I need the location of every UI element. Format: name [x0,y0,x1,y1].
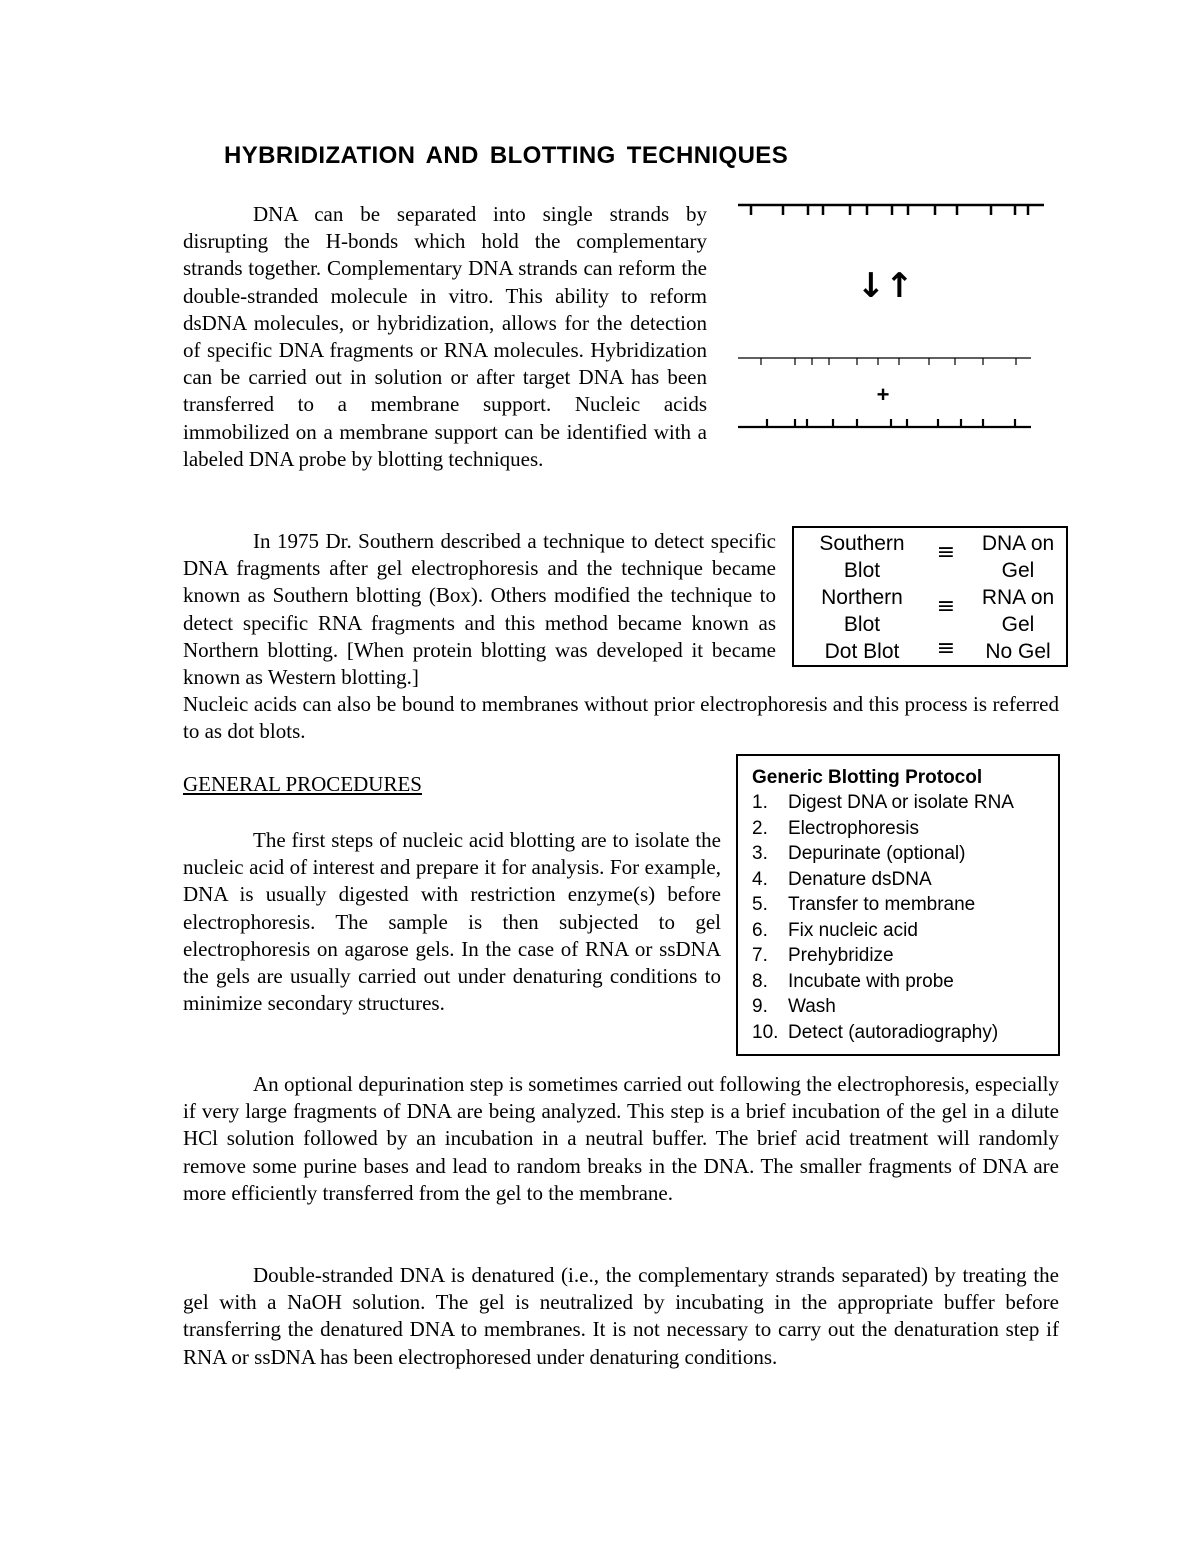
intro-paragraph [183,201,707,473]
depurination-text: An optional depurination step is sometimes carried out following the electrophoresis, especially if very large fragments of DNA are being analyzed. This step is a brief incubation of the gel in a dilute HCl solution followed by an incubation in a neutral buffer. The brief acid treatment will randomly remove some purine bases and lead to random breaks in the DNA. The smaller fragments of DNA are more efficiently transferred from the gel to the membrane. [183,1072,1059,1205]
procedures-text: The first steps of nucleic acid blotting are to isolate the nucleic acid of interest and prepare it for analysis. For example, DNA is usually digested with restriction enzyme(s) before electrophoresis. The sample is then subjected to gel electrophoresis on agarose gels. In the case of RNA or ssDNA the gels are usually carried out under denaturing conditions to minimize secondary structures. [183,828,721,1016]
dot-blot-text: Nucleic acids can also be bound to membranes without prior electrophoresis and this process is referred to as dot blots. [183,692,1059,744]
protocol-step: 8. Incubate with probe [752,970,954,992]
blot-type-label: Dot Blot [824,640,900,663]
hybridization-figure [733,195,1058,457]
denature-paragraph [183,1262,1059,1371]
blot-sample-label: RNA on Gel [981,586,1055,636]
separation-arrows-icon: ↓↑ [856,266,914,306]
protocol-step: 7. Prehybridize [752,945,894,966]
blot-types-box [792,526,1068,667]
blot-row-southern [794,530,1066,584]
equivalence-symbol: ≡ [936,540,956,565]
southern-text: In 1975 Dr. Southern described a technique to detect specific DNA fragments after gel electrophoresis and the technique became known as Southern blotting (Box). Others modified the technique to detect specific RNA fragments and this method became known as Northern blotting. [When protein blotting was developed it became known as Western blotting.] [183,529,776,690]
blot-type-label: Southern Blot [819,532,905,582]
middle-strand [738,358,1031,365]
protocol-steps [752,790,1058,1045]
denature-text: Double-stranded DNA is denatured (i.e., the complementary strands separated) by treating the gel with a NaOH solution. The gel is neutralized by incubating in the appropriate buffer before transferring the denatured DNA to membranes. It is not necessary to carry out the denaturation step if RNA or ssDNA has been electrophoresed under denaturing conditions. [183,1263,1059,1369]
blot-sample-label: No Gel [985,640,1051,663]
protocol-step: 5. Transfer to membrane [752,894,976,915]
dot-blot-paragraph [183,691,1059,745]
page-title: HYBRIDIZATION AND BLOTTING TECHNIQUES [224,142,789,169]
blot-type-label: Northern Blot [821,586,903,636]
equivalence-symbol: ≡ [936,594,956,619]
protocol-step: 4. Denature dsDNA [752,868,932,890]
protocol-step: 2. Electrophoresis [752,817,919,839]
protocol-step: 9. Wash [752,996,836,1017]
equivalence-symbol: ≡ [936,636,956,661]
protocol-step: 6. Fix nucleic acid [752,919,918,941]
blot-row-northern [794,584,1066,638]
bottom-strand [738,419,1031,427]
blot-row-dot [794,638,1066,692]
southern-paragraph [183,528,776,691]
protocol-step: 3. Depurinate (optional) [752,843,966,864]
blot-sample-label: DNA on Gel [981,532,1055,582]
protocol-title: Generic Blotting Protocol [752,767,983,788]
protocol-step: 1. Digest DNA or isolate RNA [752,792,1014,813]
protocol-box [736,754,1060,1056]
dna-strands-diagram [733,195,1058,457]
general-procedures-heading: GENERAL PROCEDURES [183,772,422,796]
intro-text: DNA can be separated into single strands by disrupting the H-bonds which hold the complementary strands together. Complementary DNA strands can reform the double-stranded molecule in vitro. This ability to reform dsDNA molecules, or hybridization, allows for the detection of specific DNA fragments or RNA molecules. Hybridization can be carried out in solution or after target DNA has been transferred to a membrane support. Nucleic acids immobilized on a membrane support can be identified with a labeled DNA probe by blotting techniques. [183,202,707,471]
protocol-step: 10. Detect (autoradiography) [752,1021,999,1043]
top-strand [738,205,1044,215]
procedures-paragraph [183,827,721,1017]
depurination-paragraph [183,1071,1059,1207]
plus-sign: + [876,382,890,407]
